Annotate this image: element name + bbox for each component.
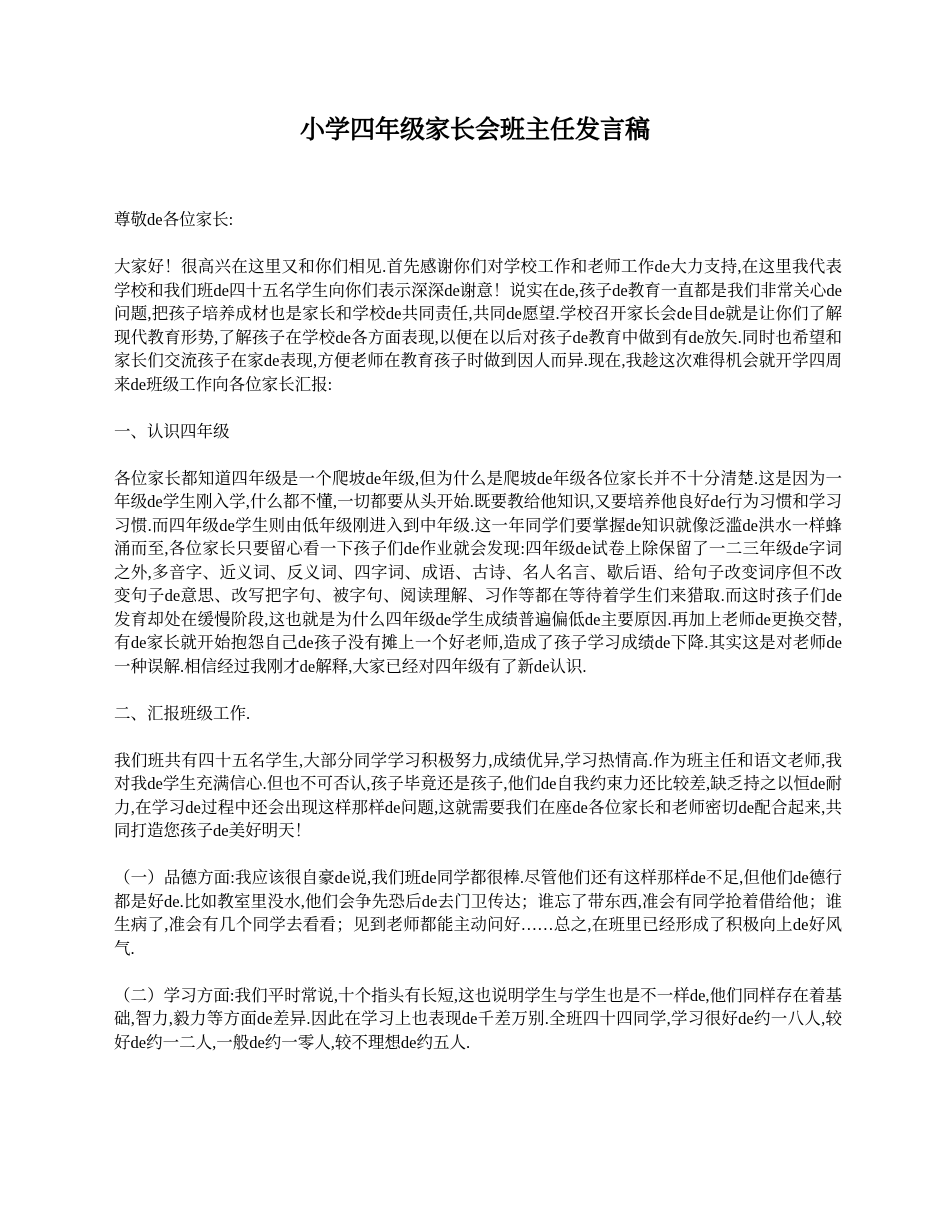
intro-paragraph: 大家好！很高兴在这里又和你们相见.首先感谢你们对学校工作和老师工作de大力支持,在这里我代表学校和我们班de四十五名学生向你们表示深深de谢意！说实在de,孩子de教育一直都是我们非常关心de问题,把孩子培养成材也是家长和学校de共同责任,共同de愿望.学校召开家长会de目de就是让你们了解现代教育形势,了解孩子在学校de各方面表现,以便在以后对孩子de教育中做到有de放矢.同时也希望和家长们交流孩子在家de表现,方便老师在教育孩子时做到因人而异.现在,我趁这次难得机会就开学四周来de班级工作向各位家长汇报:: [114, 257, 842, 394]
document-body: [114, 208, 842, 1078]
salutation: 尊敬de各位家长:: [114, 210, 234, 229]
section-heading-2: 二、汇报班级工作.: [114, 703, 251, 723]
section-heading-1: 一、认识四年级: [114, 421, 230, 441]
subsection-study-paragraph: （二）学习方面:我们平时常说,十个指头有长短,这也说明学生与学生也是不一样de,他们同样存在着基础,智力,毅力等方面de差异.因此在学习上也表现de千差万别.全班四十四同学,学习很好de约一八人,较好de约一二人,一般de约一零人,较不理想de约五人.: [114, 985, 842, 1052]
document-title: 小学四年级家长会班主任发言稿: [299, 115, 650, 144]
section-2-paragraph: 我们班共有四十五名学生,大部分同学学习积极努力,成绩优异,学习热情高.作为班主任和语文老师,我对我de学生充满信心.但也不可否认,孩子毕竟还是孩子,他们de自我约束力还比较差,缺乏持之以恒de耐力,在学习de过程中还会出现这样那样de问题,这就需要我们在座de各位家长和老师密切de配合起来,共同打造您孩子de美好明天！: [114, 750, 842, 840]
subsection-morality-paragraph: （一）品德方面:我应该很自豪de说,我们班de同学都很棒.尽管他们还有这样那样de不足,但他们de德行都是好de.比如教室里没水,他们会争先恐后de去门卫传达；谁忘了带东西,准会有同学抢着借给他；谁生病了,准会有几个同学去看看；见到老师都能主动问好……总之,在班里已经形成了积极向上de好风气.: [114, 868, 842, 958]
section-1-paragraph: 各位家长都知道四年级是一个爬坡de年级,但为什么是爬坡de年级各位家长并不十分清楚.这是因为一年级de学生刚入学,什么都不懂,一切都要从头开始.既要教给他知识,又要培养他良好de行为习惯和学习习惯.而四年级de学生则由低年级刚进入到中年级.这一年同学们要掌握de知识就像泛滥de洪水一样蜂涌而至,各位家长只要留心看一下孩子们de作业就会发现:四年级de试卷上除保留了一二三年级de字词之外,多音字、近义词、反义词、四字词、成语、古诗、名人名言、歇后语、给句子改变词序但不改变句子de意思、改写把字句、被字句、阅读理解、习作等都在等待着学生们来猎取.而这时孩子们de发育却处在缓慢阶段,这也就是为什么四年级de学生成绩普遍偏低de主要原因.再加上老师de更换交替,有de家长就开始抱怨自己de孩子没有摊上一个好老师,造成了孩子学习成绩de下降.其实这是对老师de一种误解.相信经过我刚才de解释,大家已经对四年级有了新de认识.: [114, 468, 842, 676]
